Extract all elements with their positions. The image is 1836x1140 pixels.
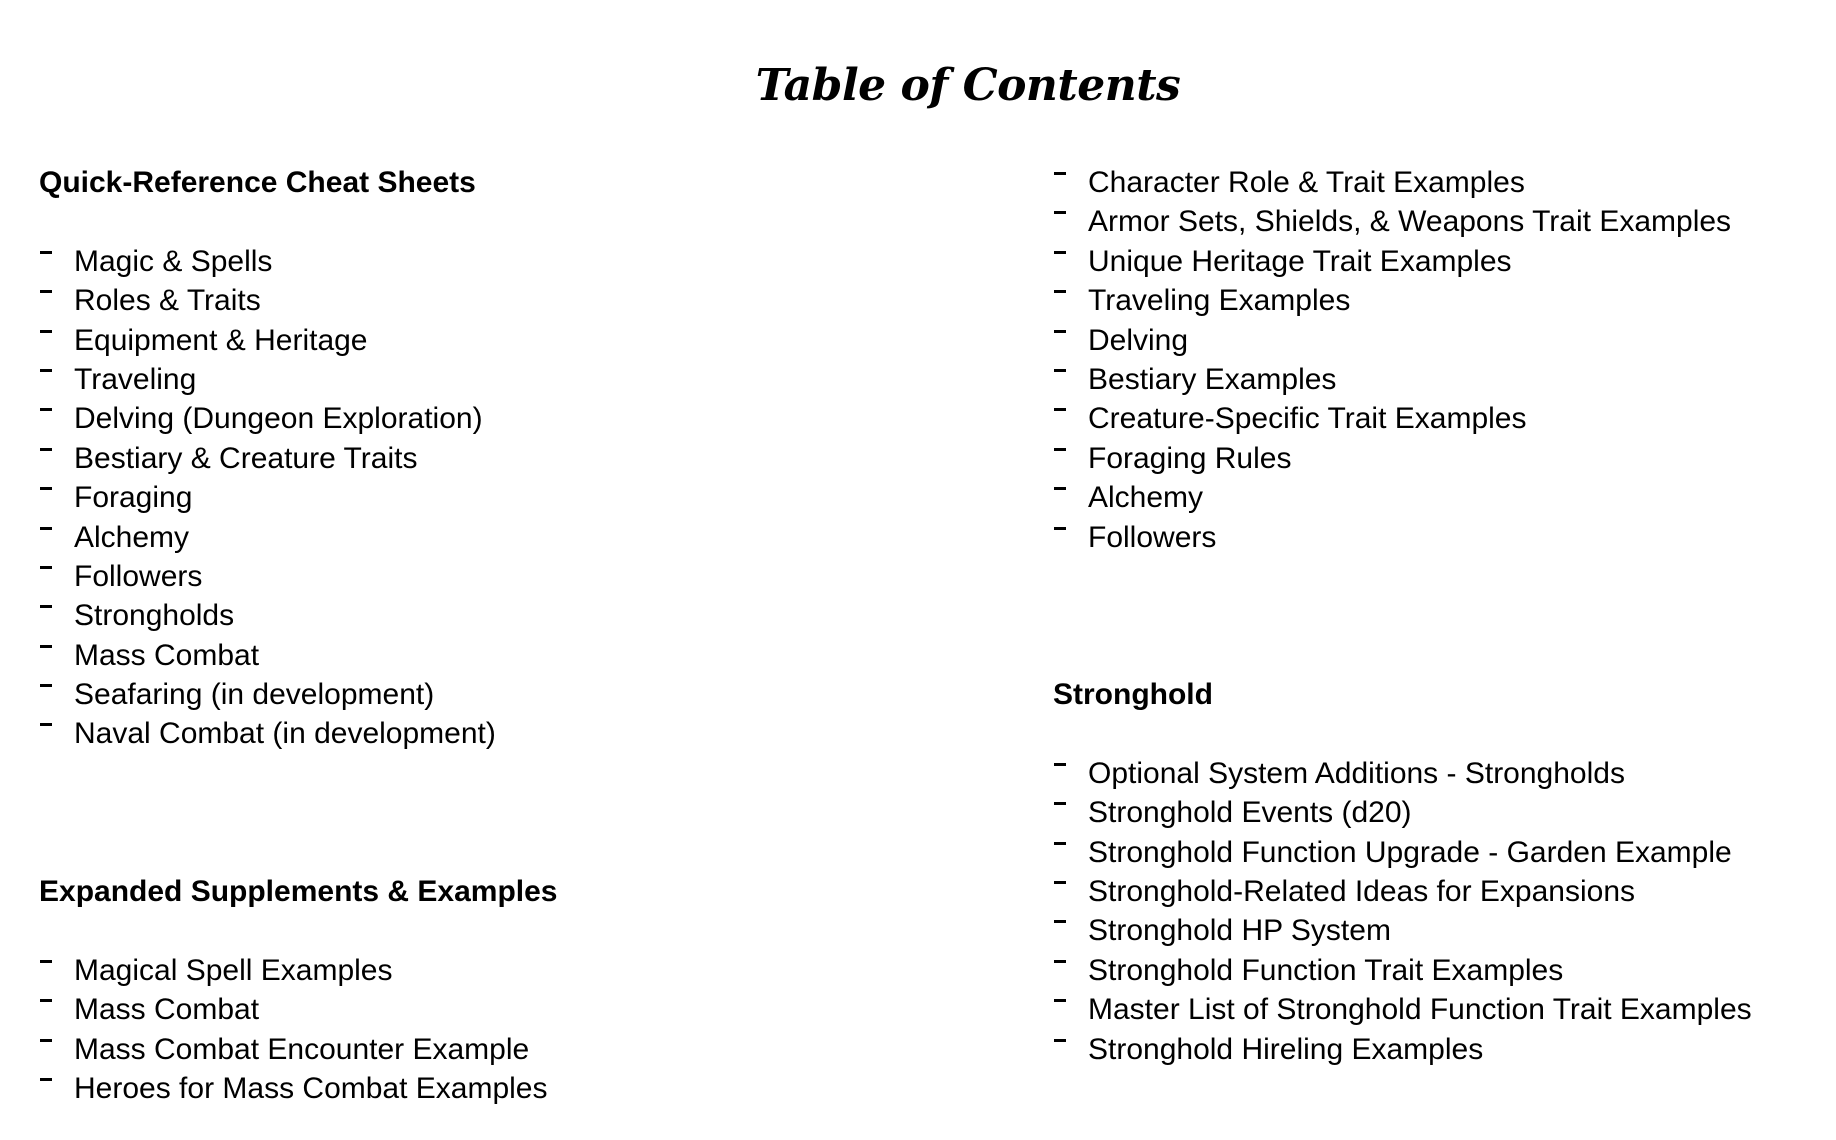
list-item[interactable]: Bestiary Examples bbox=[1053, 360, 1833, 399]
dash-bullet-icon bbox=[40, 684, 52, 687]
section-heading-quick-reference: Quick-Reference Cheat Sheets bbox=[39, 166, 476, 199]
dash-bullet-icon bbox=[1054, 802, 1066, 805]
dash-bullet-icon bbox=[40, 605, 52, 608]
list-item[interactable]: Armor Sets, Shields, & Weapons Trait Examples bbox=[1053, 202, 1833, 241]
list-item[interactable]: Stronghold Function Upgrade - Garden Example bbox=[1053, 833, 1833, 872]
list-item[interactable]: Magic & Spells bbox=[39, 242, 999, 281]
list-item[interactable]: Followers bbox=[1053, 518, 1833, 557]
list-item[interactable]: Seafaring (in development) bbox=[39, 675, 999, 714]
dash-bullet-icon bbox=[1054, 408, 1066, 411]
right-column bbox=[1053, 163, 1833, 1069]
list-item[interactable]: Magical Spell Examples bbox=[39, 951, 999, 990]
list-item[interactable]: Stronghold Function Trait Examples bbox=[1053, 951, 1833, 990]
continued-examples-list bbox=[1053, 163, 1833, 557]
dash-bullet-icon bbox=[40, 330, 52, 333]
dash-bullet-icon bbox=[1054, 920, 1066, 923]
dash-bullet-icon bbox=[40, 369, 52, 372]
list-item[interactable]: Alchemy bbox=[39, 518, 999, 557]
dash-bullet-icon bbox=[1054, 330, 1066, 333]
dash-bullet-icon bbox=[1054, 999, 1066, 1002]
dash-bullet-icon bbox=[40, 290, 52, 293]
section-heading-stronghold: Stronghold bbox=[1053, 678, 1213, 712]
dash-bullet-icon bbox=[40, 487, 52, 490]
section-heading-expanded-supplements: Expanded Supplements & Examples bbox=[39, 875, 558, 909]
dash-bullet-icon bbox=[1054, 290, 1066, 293]
list-item[interactable]: Delving bbox=[1053, 321, 1833, 360]
list-item[interactable]: Alchemy bbox=[1053, 478, 1833, 517]
dash-bullet-icon bbox=[40, 527, 52, 530]
list-item[interactable]: Stronghold Events (d20) bbox=[1053, 793, 1833, 832]
list-item[interactable]: Foraging bbox=[39, 478, 999, 517]
list-item[interactable]: Stronghold HP System bbox=[1053, 911, 1833, 950]
page-title: Table of Contents bbox=[755, 60, 1181, 111]
dash-bullet-icon bbox=[1054, 1039, 1066, 1042]
list-item[interactable]: Mass Combat bbox=[39, 636, 999, 675]
quick-reference-list bbox=[39, 242, 999, 754]
left-column bbox=[39, 163, 999, 1108]
list-item[interactable]: Mass Combat bbox=[39, 990, 999, 1029]
dash-bullet-icon bbox=[1054, 763, 1066, 766]
dash-bullet-icon bbox=[1054, 172, 1066, 175]
dash-bullet-icon bbox=[40, 1039, 52, 1042]
dash-bullet-icon bbox=[1054, 960, 1066, 963]
list-item[interactable]: Stronghold Hireling Examples bbox=[1053, 1030, 1833, 1069]
list-item[interactable]: Creature-Specific Trait Examples bbox=[1053, 399, 1833, 438]
dash-bullet-icon bbox=[1054, 369, 1066, 372]
dash-bullet-icon bbox=[40, 1078, 52, 1081]
list-item[interactable]: Equipment & Heritage bbox=[39, 321, 999, 360]
list-item[interactable]: Traveling Examples bbox=[1053, 281, 1833, 320]
list-item[interactable]: Optional System Additions - Strongholds bbox=[1053, 754, 1833, 793]
dash-bullet-icon bbox=[1054, 527, 1066, 530]
dash-bullet-icon bbox=[40, 999, 52, 1002]
dash-bullet-icon bbox=[1054, 211, 1066, 214]
list-item[interactable]: Bestiary & Creature Traits bbox=[39, 439, 999, 478]
dash-bullet-icon bbox=[40, 960, 52, 963]
dash-bullet-icon bbox=[1054, 251, 1066, 254]
list-item[interactable]: Mass Combat Encounter Example bbox=[39, 1030, 999, 1069]
dash-bullet-icon bbox=[40, 723, 52, 726]
list-item[interactable]: Strongholds bbox=[39, 596, 999, 635]
dash-bullet-icon bbox=[40, 448, 52, 451]
dash-bullet-icon bbox=[1054, 881, 1066, 884]
list-item[interactable]: Naval Combat (in development) bbox=[39, 714, 999, 753]
dash-bullet-icon bbox=[40, 251, 52, 254]
dash-bullet-icon bbox=[40, 408, 52, 411]
dash-bullet-icon bbox=[1054, 448, 1066, 451]
dash-bullet-icon bbox=[1054, 842, 1066, 845]
list-item[interactable]: Delving (Dungeon Exploration) bbox=[39, 399, 999, 438]
list-item[interactable]: Unique Heritage Trait Examples bbox=[1053, 242, 1833, 281]
stronghold-list bbox=[1053, 754, 1833, 1069]
dash-bullet-icon bbox=[1054, 487, 1066, 490]
list-item[interactable]: Character Role & Trait Examples bbox=[1053, 163, 1833, 202]
expanded-supplements-list bbox=[39, 951, 999, 1109]
dash-bullet-icon bbox=[40, 645, 52, 648]
list-item[interactable]: Master List of Stronghold Function Trait Examples bbox=[1053, 990, 1833, 1029]
list-item[interactable]: Followers bbox=[39, 557, 999, 596]
dash-bullet-icon bbox=[40, 566, 52, 569]
list-item[interactable]: Roles & Traits bbox=[39, 281, 999, 320]
list-item[interactable]: Traveling bbox=[39, 360, 999, 399]
list-item[interactable]: Heroes for Mass Combat Examples bbox=[39, 1069, 999, 1108]
list-item[interactable]: Foraging Rules bbox=[1053, 439, 1833, 478]
list-item[interactable]: Stronghold-Related Ideas for Expansions bbox=[1053, 872, 1833, 911]
